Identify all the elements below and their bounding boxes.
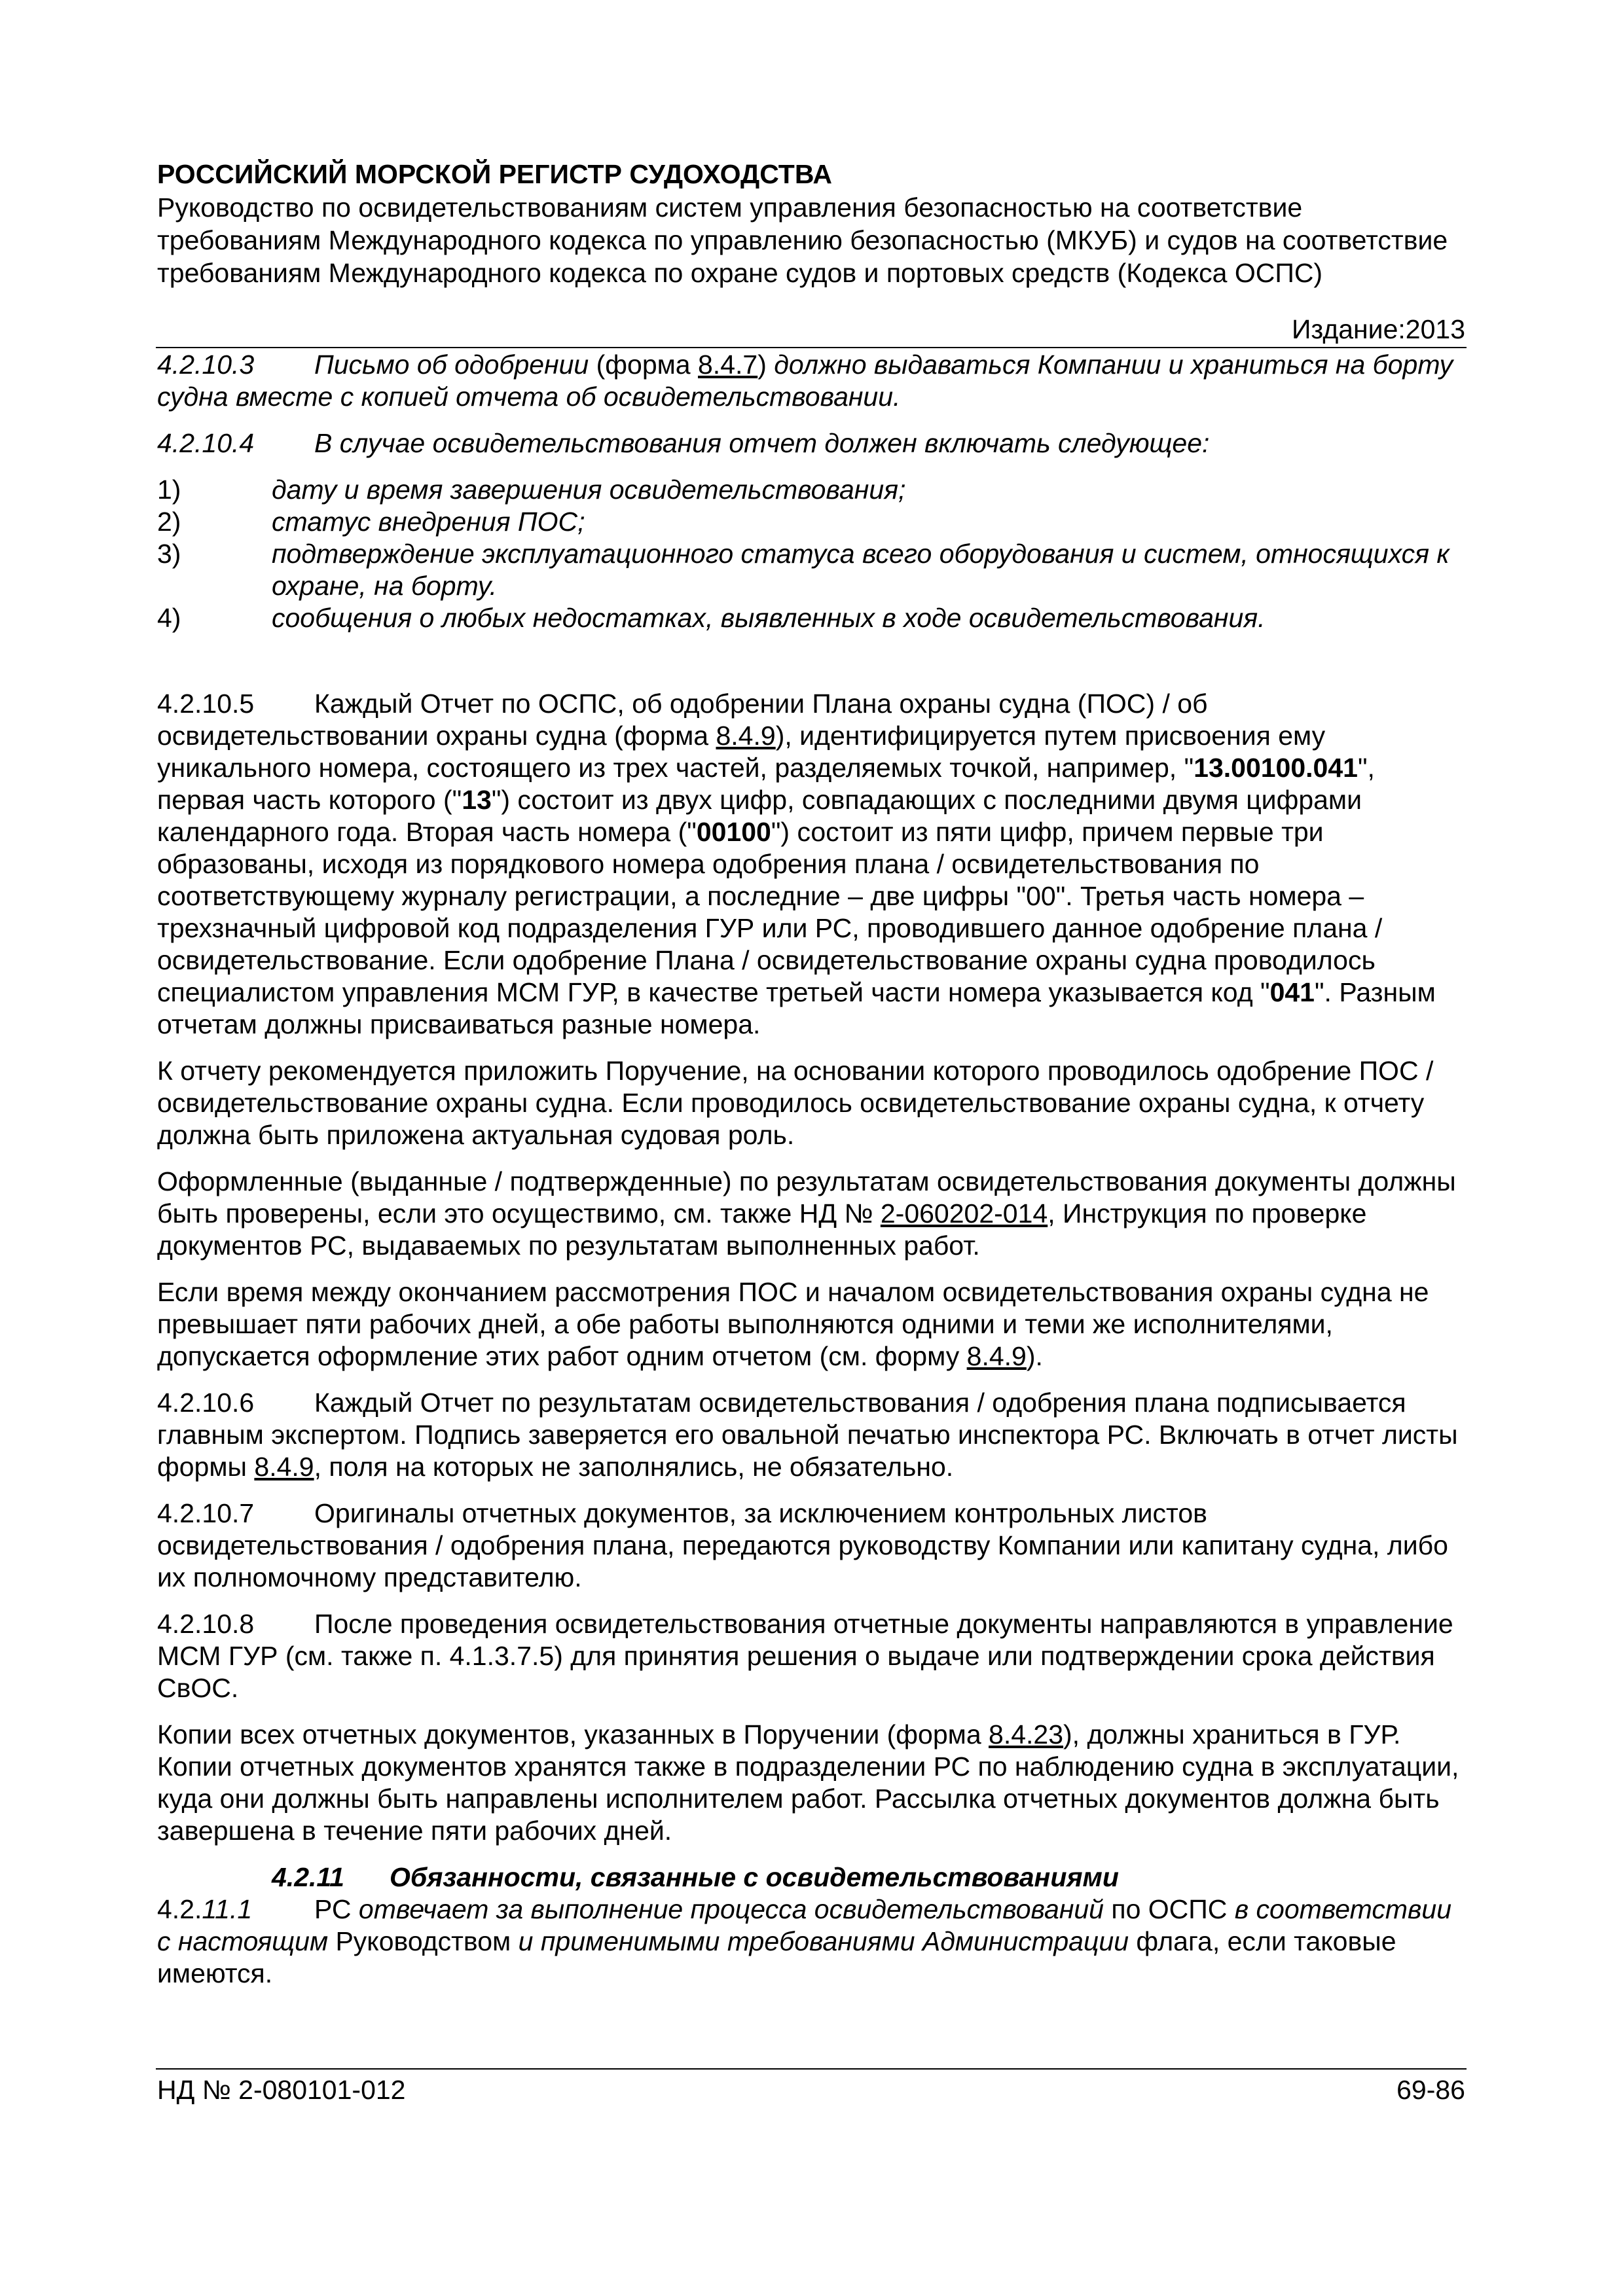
list-item [157, 538, 1467, 602]
header-organization: РОССИЙСКИЙ МОРСКОЙ РЕГИСТР СУДОХОДСТВА [157, 159, 833, 189]
clause-number [157, 1893, 314, 1926]
clause-number: 4.2.10.4 [157, 428, 255, 458]
example-part-3: 041 [1269, 977, 1315, 1007]
clause-text: должно выдаваться Компании и храниться на борту судна вместе с копией отчета об освидетельствовании. [157, 350, 1453, 412]
list-item [157, 474, 1467, 506]
paragraph-text: Если время между окончанием рассмотрения ПОС и началом освидетельствования охраны судна не превышает пяти рабочих дней, а обе работы выполняются одними и теми же исполнителями, допускается оформление этих работ одним отчетом (см. форму [157, 1277, 1429, 1371]
clause-text: ". Разным отчетам должны присваиваться разные номера. [157, 977, 1436, 1039]
section-number: 4.2.11 [272, 1862, 344, 1892]
paragraph-4-2-10-8 [157, 1608, 1467, 1704]
list-item-text: сообщения о любых недостатках, выявленных в ходе освидетельствования. [272, 603, 1266, 633]
clause-text: ) [757, 350, 775, 380]
form-link[interactable]: 8.4.7 [698, 350, 758, 380]
paragraph-text: , Инструкция по проверке документов РС, выдаваемых по результатам выполненных работ. [157, 1198, 1367, 1261]
clause-text: (форма [589, 350, 698, 380]
clause-text: ") состоит из двух цифр, совпадающих с последними двумя цифрами календарного года. Вторая часть номера (" [157, 785, 1362, 847]
example-part-1: 13 [462, 785, 492, 815]
paragraph-text: Копии всех отчетных документов, указанных в Поручении (форма [157, 1719, 989, 1749]
form-link[interactable]: 8.4.9 [254, 1452, 314, 1482]
list-item [157, 602, 1467, 634]
list-item-number: 4) [157, 603, 181, 633]
paragraph-4-2-11-1 [157, 1893, 1467, 1990]
list-item-number: 2) [157, 507, 181, 537]
form-link[interactable]: 8.4.23 [989, 1719, 1064, 1749]
clause-text: Оригиналы отчетных документов, за исключением контрольных листов освидетельствования / одобрения плана, передаются руководству Компании или капитану судна, либо их полномочному представителю. [157, 1498, 1448, 1592]
paragraph-4-2-10-4 [157, 427, 1467, 459]
clause-text: отвечает за выполнение процесса освидетельствований [358, 1894, 1104, 1924]
section-title: Обязанности, связанные с освидетельствованиями [390, 1862, 1119, 1892]
list-item-number: 1) [157, 475, 181, 505]
form-link[interactable]: 8.4.9 [716, 721, 776, 751]
clause-text: Руководством [328, 1926, 519, 1956]
report-contents-list [157, 474, 1467, 634]
clause-text: по ОСПС [1103, 1894, 1235, 1924]
list-item-text: статус внедрения ПОС; [272, 507, 585, 537]
clause-number: 4.2.10.3 [157, 350, 255, 380]
footer-rule [156, 2068, 1467, 2070]
clause-number-prefix: 4.2. [157, 1894, 202, 1924]
clause-number: 4.2.10.6 [157, 1388, 255, 1418]
clause-text: Каждый Отчет по результатам освидетельствования / одобрения плана подписывается главным экспертом. Подпись заверяется его овальной печатью инспектора РС. Включать в отчет листы формы [157, 1388, 1458, 1482]
paragraph-document-verification [157, 1166, 1467, 1262]
list-item [157, 506, 1467, 538]
form-link[interactable]: 8.4.9 [966, 1341, 1027, 1371]
clause-text: ") состоит из пяти цифр, причем первые три образованы, исходя из порядкового номера одобрения плана / освидетельствования по соответствующему журналу регистрации, а последние – две цифры "00". Третья часть номера – трехзначный цифровой код подразделения ГУР или РС, проводившего данное одобрение плана / освидетельствование. Если одобрение Плана / освидетельствование охраны судна проводилось специалистом управления МСМ ГУР, в качестве третьей части номера указывается код " [157, 817, 1383, 1007]
paragraph-combined-report [157, 1276, 1467, 1372]
header-rule [156, 347, 1467, 348]
footer-document-number: НД № 2-080101-012 [157, 2075, 406, 2105]
list-item-text: дату и время завершения освидетельствования; [272, 475, 906, 505]
clause-text: После проведения освидетельствования отчетные документы направляются в управление МСМ ГУР (см. также п. 4.1.3.7.5) для принятия решения о выдаче или подтверждении срока действия СвОС. [157, 1609, 1453, 1703]
clause-number: 4.2.10.7 [157, 1498, 255, 1528]
paragraph-4-2-10-7 [157, 1498, 1467, 1594]
clause-text: в соответствии с настоящим [157, 1894, 1451, 1956]
document-body [157, 349, 1467, 2004]
clause-text: , поля на которых не заполнялись, не обязательно. [314, 1452, 954, 1482]
clause-text: ", первая часть которого (" [157, 753, 1375, 815]
header-document-title: Руководство по освидетельствованиям систем управления безопасностью на соответствие требованиям Международного кодекса по управлению безопасностью (МКУБ) и судов на соответствие требованиям Международного кодекса по охране судов и портовых средств (Кодекса ОСПС) [157, 192, 1448, 288]
clause-text: РС [314, 1894, 359, 1924]
clause-text: флага, если таковые имеются. [157, 1926, 1396, 1988]
paragraph-report-attachments: К отчету рекомендуется приложить Поручение, на основании которого проводилось одобрение ПОС / освидетельствование охраны судна. Если проводилось освидетельствование охраны судна, к отчету должна быть приложена актуальная судовая роль. [157, 1056, 1434, 1150]
paragraph-4-2-10-5 [157, 688, 1467, 1041]
footer-page-number: 69-86 [1396, 2075, 1465, 2105]
paragraph-text: Оформленные (выданные / подтвержденные) по результатам освидетельствования документы должны быть проверены, если это осуществимо, см. также НД № [157, 1166, 1456, 1229]
section-heading-4-2-11 [157, 1861, 1467, 1893]
list-item-number: 3) [157, 539, 181, 569]
paragraph-4-2-10-6 [157, 1387, 1467, 1483]
example-part-2: 00100 [696, 817, 771, 847]
paragraph-4-2-10-3 [157, 349, 1467, 413]
clause-text: и применимыми требованиями Администрации [518, 1926, 1129, 1956]
clause-text: В случае освидетельствования отчет должен включать следующее: [314, 428, 1210, 458]
paragraph-text: ), должны храниться в ГУР. Копии отчетных документов хранятся также в подразделении РС по наблюдению судна в эксплуатации, куда они должны быть направлены исполнителем работ. Рассылка отчетных документов должна быть завершена в течение пяти рабочих дней. [157, 1719, 1459, 1846]
paragraph-text: ). [1026, 1341, 1043, 1371]
clause-number-suffix: 11.1 [202, 1894, 253, 1924]
list-item-text: подтверждение эксплуатационного статуса всего оборудования и систем, относящихся к охране, на борту. [272, 539, 1450, 601]
clause-text: ), идентифицируется путем присвоения ему уникального номера, состоящего из трех частей, разделяемых точкой, например, " [157, 721, 1326, 783]
clause-text: Письмо об одобрении [314, 350, 589, 380]
clause-number: 4.2.10.8 [157, 1609, 255, 1639]
example-number: 13.00100.041 [1194, 753, 1358, 783]
spacer [157, 649, 1467, 688]
header-edition: Издание:2013 [1291, 314, 1465, 344]
regulation-link[interactable]: 2-060202-014 [880, 1198, 1048, 1229]
paragraph-copies [157, 1719, 1467, 1847]
clause-number: 4.2.10.5 [157, 689, 255, 719]
clause-text: Каждый Отчет по ОСПС, об одобрении Плана охраны судна (ПОС) / об освидетельствовании охраны судна (форма [157, 689, 1208, 751]
